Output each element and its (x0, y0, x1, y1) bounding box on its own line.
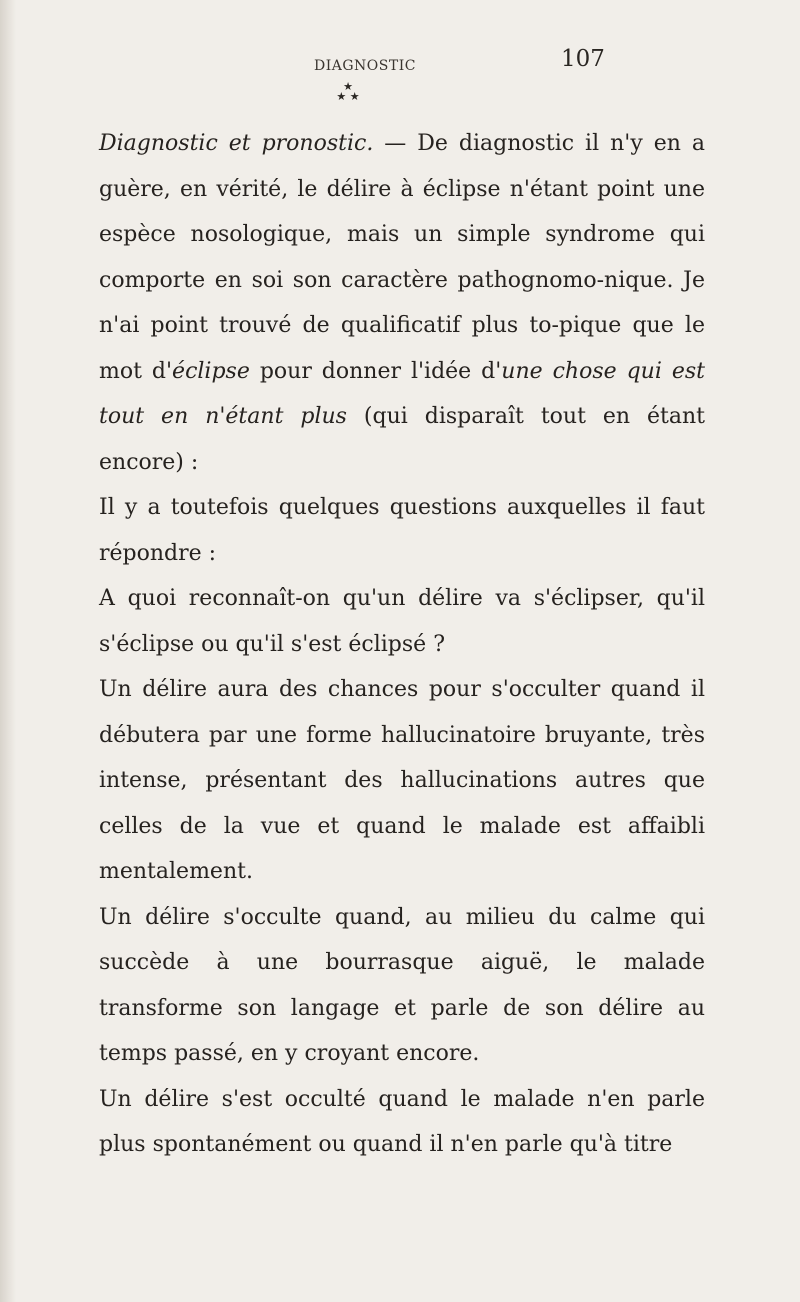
italic-term: éclipse (172, 358, 250, 384)
paragraph-chances: Un délire aura des chances pour s'occulter quand il débutera par une forme hallucinatoire bruyante, très intense, présentant des hallucinations autres que celles de la vue et quand le malade est affaibli mentalement. (99, 677, 705, 884)
paragraph-question-list: A quoi reconnaît-on qu'un délire va s'éclipser, qu'il s'éclipse ou qu'il s'est éclipsé ? (99, 586, 705, 657)
running-head: DIAGNOSTIC (314, 58, 416, 74)
body-text (99, 121, 705, 1168)
paragraph-text: — De diagnostic il n'y en a guère, en vérité, le délire à éclipse n'étant point une espèce nosologique, mais un simple syndrome qui comporte en soi son caractère pathognomo-nique. Je n'ai point trouvé de qualificatif plus to-pique que le mot d' (99, 131, 705, 384)
page-number: 107 (561, 46, 605, 72)
paragraph-text: (qui disparaît tout en étant encore) : (99, 404, 706, 475)
section-title: Diagnostic et pronostic. (99, 131, 374, 156)
asterism-bottom-stars: ★ ★ (336, 90, 360, 103)
paragraph-text: pour donner l'idée d' (249, 358, 502, 384)
paragraph-diagnostic (99, 121, 705, 485)
page-gutter-shadow (0, 0, 16, 1302)
paragraph-occulte: Un délire s'occulte quand, au milieu du calme qui succède à une bourrasque aiguë, le malade transforme son langage et parle de son délire au temps passé, en y croyant encore. (99, 904, 705, 1066)
paragraph-occulted: Un délire s'est occulté quand le malade n'en parle plus spontanément ou quand il n'en parle qu'à titre (99, 1086, 705, 1157)
italic-phrase: une chose qui est tout en n'étant plus (99, 358, 705, 429)
asterism-ornament (333, 82, 363, 122)
paragraph-questions: Il y a toutefois quelques questions auxquelles il faut répondre : (99, 495, 705, 566)
asterism-top-star: ★ (343, 80, 353, 93)
